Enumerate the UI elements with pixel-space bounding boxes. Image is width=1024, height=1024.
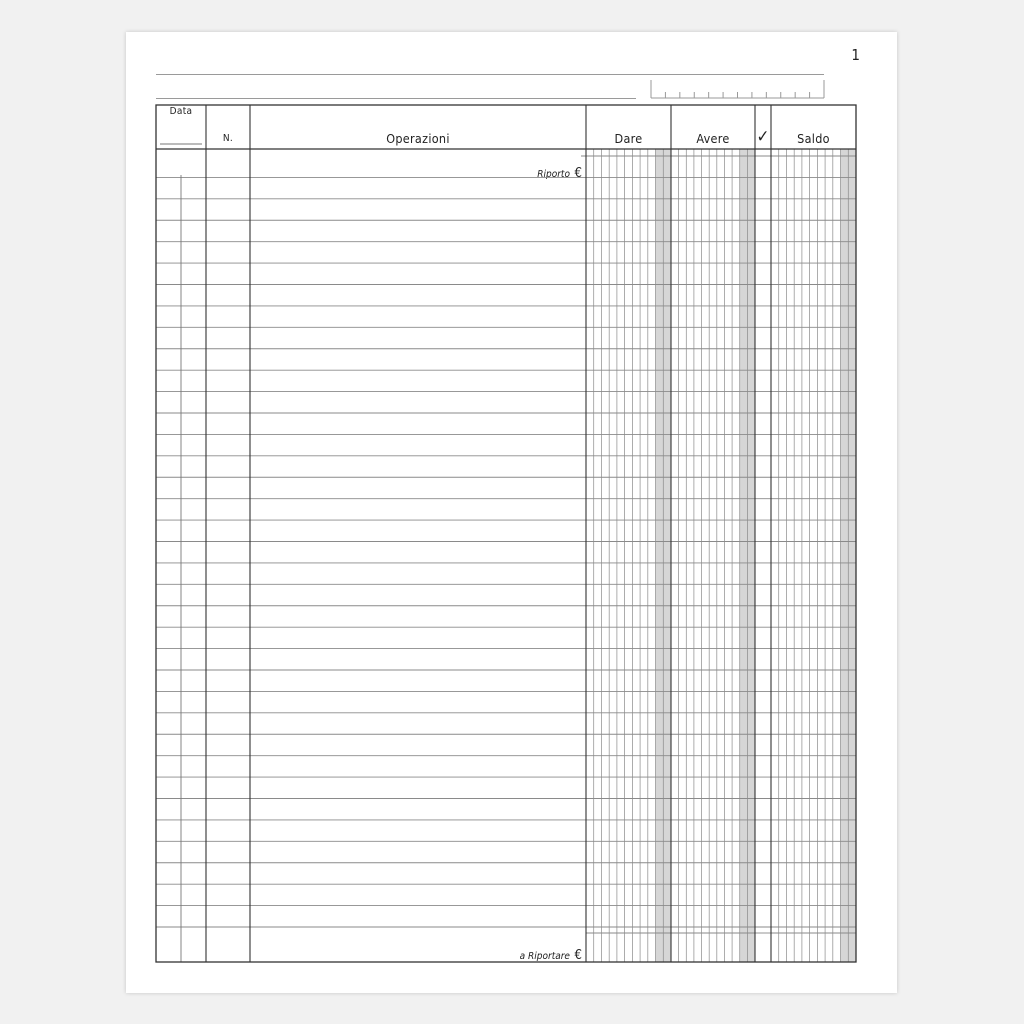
header-dare: Dare <box>614 131 643 146</box>
header-data: Data <box>169 106 193 117</box>
header-check: ✓ <box>756 127 770 147</box>
ledger-page <box>126 32 897 993</box>
riporto-euro: € <box>574 166 582 181</box>
header-avere: Avere <box>696 131 730 146</box>
header-saldo: Saldo <box>797 131 830 146</box>
ledger-grid <box>126 32 897 993</box>
riporto-label: Riporto <box>537 169 570 180</box>
header-operazioni: Operazioni <box>386 131 450 146</box>
header-n: N. <box>222 133 234 144</box>
a-riportare-label: a Riportare <box>519 951 570 962</box>
a-riportare-euro: € <box>574 948 582 963</box>
page-number: 1 <box>851 46 860 64</box>
